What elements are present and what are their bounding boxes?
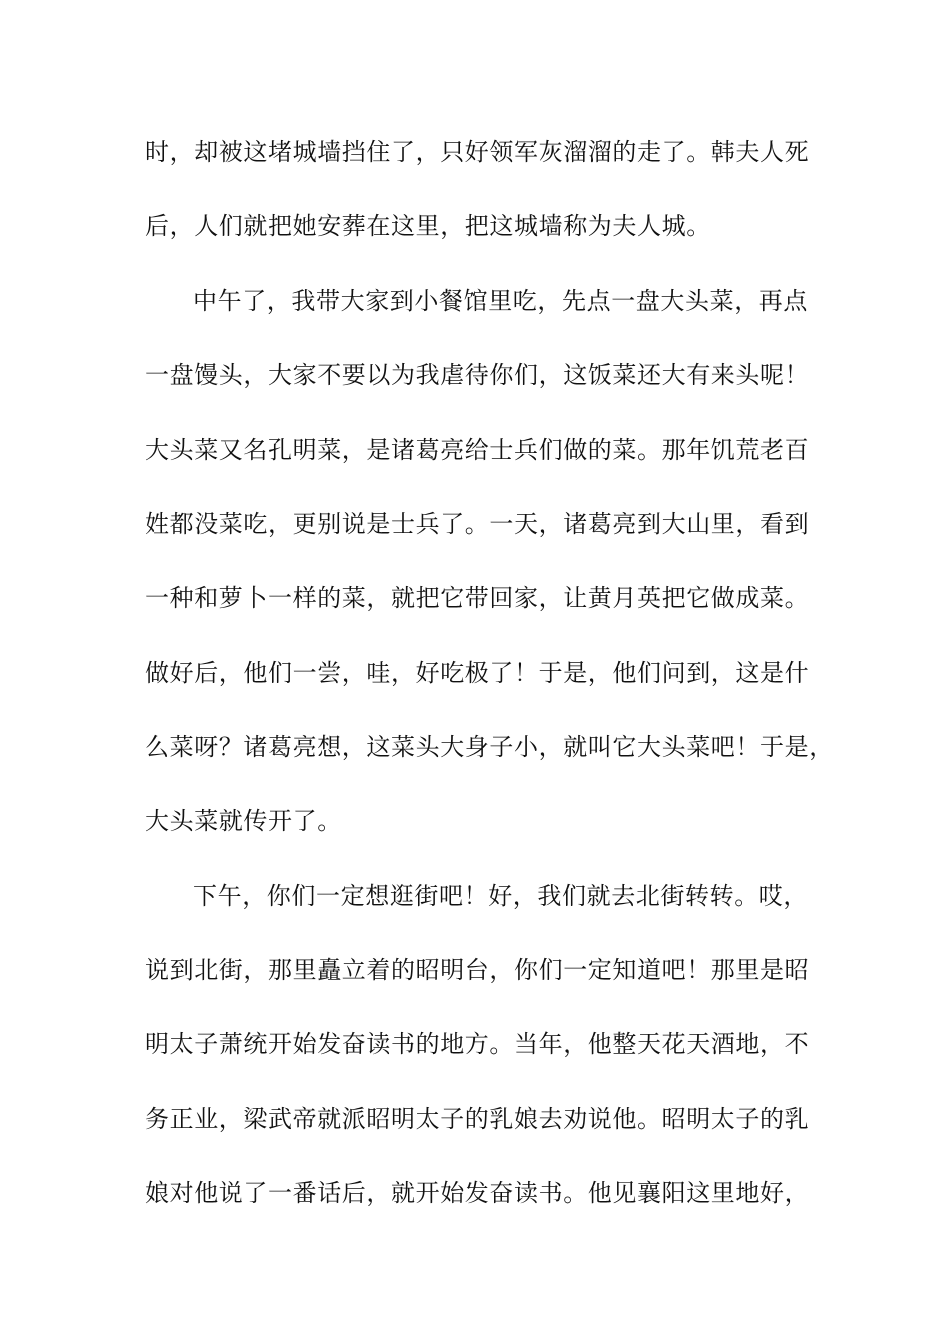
text-line: 时，却被这堵城墙挡住了，只好领军灰溜溜的走了。韩夫人死 (145, 138, 810, 166)
text-line: 大头菜又名孔明菜，是诸葛亮给士兵们做的菜。那年饥荒老百 (145, 436, 810, 464)
text-line: 做好后，他们一尝，哇，好吃极了！于是，他们问到，这是什 (145, 659, 810, 687)
text-line: 后，人们就把她安葬在这里，把这城墙称为夫人城。 (145, 212, 711, 240)
text-line: 姓都没菜吃，更别说是士兵了。一天，诸葛亮到大山里，看到 (145, 510, 810, 538)
text-line: 明太子萧统开始发奋读书的地方。当年，他整天花天酒地，不 (145, 1030, 810, 1058)
text-line: 娘对他说了一番话后，就开始发奋读书。他见襄阳这里地好， (145, 1179, 810, 1207)
text-line: 务正业，梁武帝就派昭明太子的乳娘去劝说他。昭明太子的乳 (145, 1105, 810, 1133)
text-line: 一种和萝卜一样的菜，就把它带回家，让黄月英把它做成菜。 (145, 584, 810, 612)
text-line: 一盘馒头，大家不要以为我虐待你们，这饭菜还大有来头呢！ (145, 361, 810, 389)
paragraph-start-line: 中午了，我带大家到小餐馆里吃，先点一盘大头菜，再点 (193, 287, 808, 315)
text-line: 大头菜就传开了。 (145, 807, 342, 835)
paragraph-start-line: 下午，你们一定想逛街吧！好，我们就去北街转转。哎， (193, 882, 808, 910)
text-line: 么菜呀？诸葛亮想，这菜头大身子小，就叫它大头菜吧！于是， (145, 733, 834, 761)
text-line: 说到北街，那里矗立着的昭明台，你们一定知道吧！那里是昭 (145, 956, 810, 984)
